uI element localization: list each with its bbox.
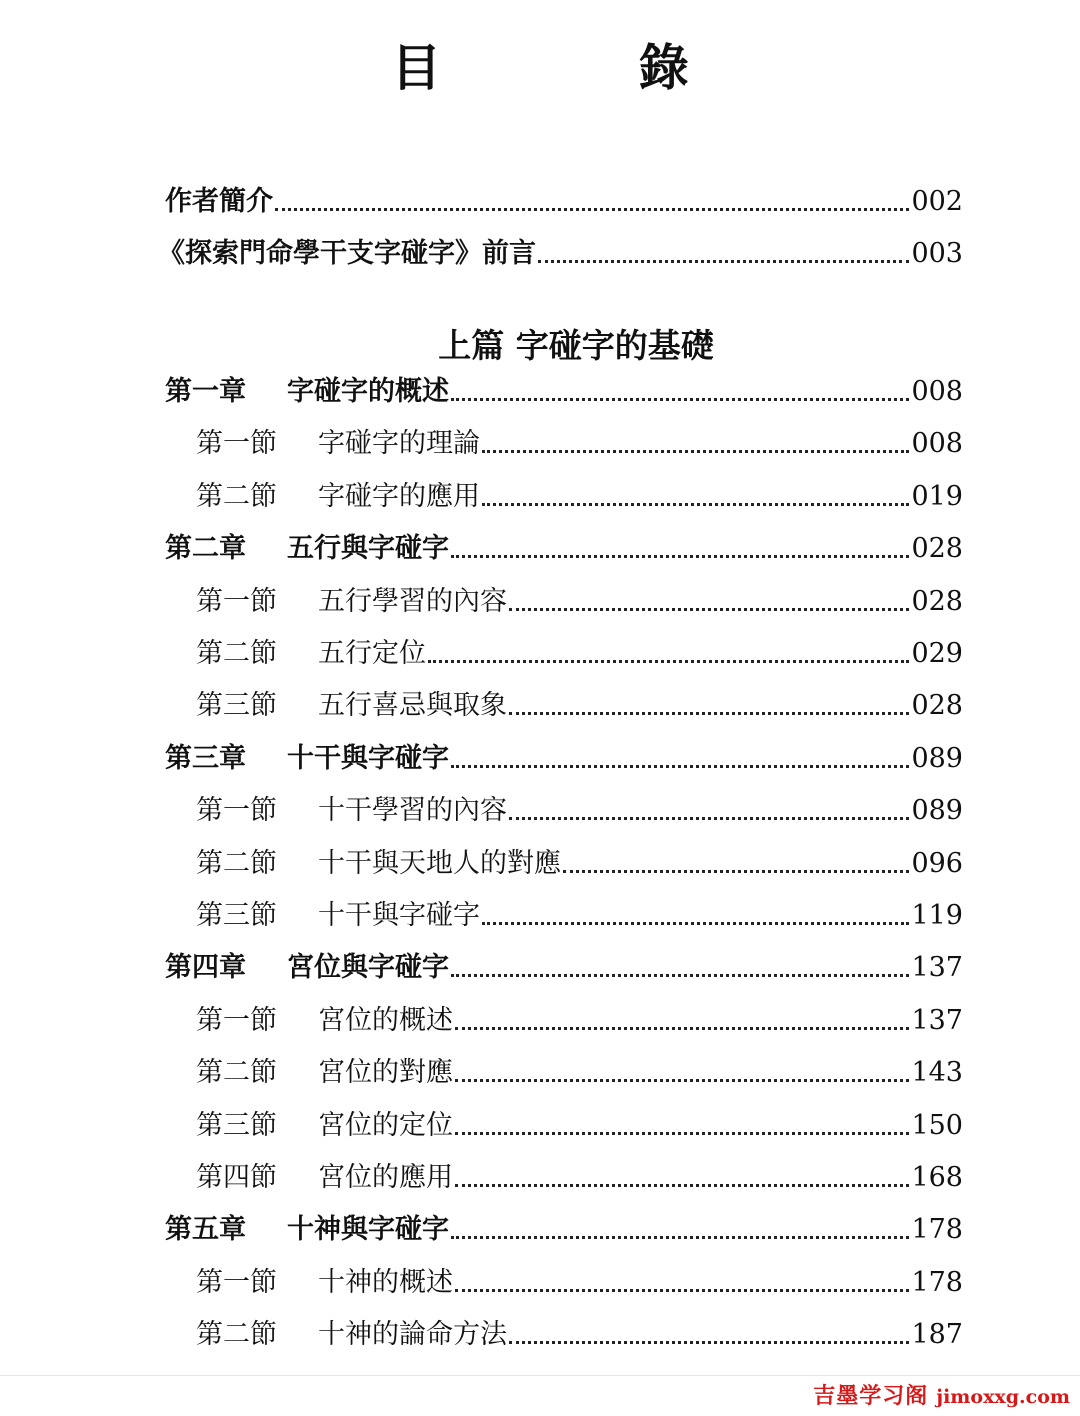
leader-dots (455, 1079, 909, 1082)
page-edge-line (0, 1375, 1080, 1376)
toc-row-section (196, 1259, 963, 1299)
toc-row-front (158, 230, 963, 270)
toc-entry-label: 第一節 (196, 795, 277, 826)
toc-entry-title: 十干與天地人的對應 (318, 848, 561, 879)
leader-dots (455, 1184, 909, 1187)
toc-entry-page: 002 (911, 186, 963, 217)
leader-dots (451, 765, 909, 768)
toc-row-section (196, 473, 963, 513)
toc-row-chapter (165, 944, 963, 984)
toc-entry-title: 十神的概述 (318, 1267, 453, 1298)
toc-entry-page: 019 (911, 481, 963, 512)
toc-row-chapter (165, 368, 963, 408)
toc-entry-title: 十干與字碰字 (287, 743, 449, 774)
watermark (813, 1379, 1070, 1410)
watermark-text-cn: 吉墨学习阁 (813, 1384, 929, 1409)
toc-entry-page: 029 (911, 638, 963, 669)
toc-entry-title: 字碰字的應用 (318, 481, 480, 512)
toc-entry-label: 第二節 (196, 481, 277, 512)
toc-entry-title: 字碰字的理論 (318, 428, 480, 459)
toc-entry-page: 028 (911, 533, 963, 564)
toc-entry-page: 028 (911, 586, 963, 617)
leader-dots (451, 974, 909, 977)
toc-entry-title: 宮位與字碰字 (287, 952, 449, 983)
toc-entry-label: 第三節 (196, 1110, 277, 1141)
toc-entry-label: 第二節 (196, 848, 277, 879)
watermark-text-en: jimoxxg.com (936, 1386, 1070, 1408)
leader-dots (538, 260, 909, 263)
toc-entry-page: 003 (911, 238, 963, 269)
toc-entry-label: 第一節 (196, 1005, 277, 1036)
toc-entry-title: 十干與字碰字 (318, 900, 480, 931)
toc-entry-page: 028 (911, 690, 963, 721)
toc-row-section (196, 1311, 963, 1351)
toc-row-section (196, 578, 963, 618)
toc-entry-title: 作者簡介 (165, 186, 273, 217)
toc-entry-title: 宮位的對應 (318, 1057, 453, 1088)
toc-entry-page: 137 (911, 952, 963, 983)
toc-entry-page: 178 (911, 1214, 963, 1245)
toc-entry-page: 143 (911, 1057, 963, 1088)
leader-dots (451, 1236, 909, 1239)
toc-entry-label: 第一章 (165, 376, 246, 407)
leader-dots (509, 1341, 909, 1344)
toc-entry-title: 字碰字的概述 (287, 376, 449, 407)
leader-dots (451, 555, 909, 558)
toc-entry-label: 第四章 (165, 952, 246, 983)
leader-dots (455, 1132, 909, 1135)
toc-row-section (196, 420, 963, 460)
toc-entry-label: 第四節 (196, 1162, 277, 1193)
toc-entry-label: 第二節 (196, 638, 277, 669)
leader-dots (509, 608, 909, 611)
toc-entry-page: 008 (911, 376, 963, 407)
toc-row-section (196, 1049, 963, 1089)
toc-entry-title: 五行喜忌與取象 (318, 690, 507, 721)
toc-entry-page: 089 (911, 795, 963, 826)
toc-entry-label: 第三章 (165, 743, 246, 774)
toc-entry-label: 第二節 (196, 1319, 277, 1350)
toc-entry-label: 第三節 (196, 690, 277, 721)
leader-dots (509, 712, 909, 715)
leader-dots (451, 398, 909, 401)
leader-dots (509, 817, 909, 820)
leader-dots (455, 1289, 909, 1292)
toc-row-section (196, 997, 963, 1037)
toc-entry-page: 178 (911, 1267, 963, 1298)
toc-entry-title: 十干學習的內容 (318, 795, 507, 826)
leader-dots (455, 1027, 909, 1030)
toc-row-section (196, 682, 963, 722)
toc-entry-label: 第五章 (165, 1214, 246, 1245)
toc-entry-title: 五行學習的內容 (318, 586, 507, 617)
leader-dots (482, 922, 909, 925)
toc-entry-label: 第二章 (165, 533, 246, 564)
toc-entry-title: 宮位的應用 (318, 1162, 453, 1193)
toc-row-section (196, 892, 963, 932)
toc-row-chapter (165, 1206, 963, 1246)
toc-entry-page: 008 (911, 428, 963, 459)
toc-entry-title: 《探索門命學干支字碰字》前言 (158, 238, 536, 269)
toc-entry-label: 第二節 (196, 1057, 277, 1088)
toc-entry-page: 089 (911, 743, 963, 774)
toc-row-chapter (165, 735, 963, 775)
toc-row-section (196, 1154, 963, 1194)
leader-dots (563, 870, 909, 873)
toc-entry-title: 宮位的定位 (318, 1110, 453, 1141)
toc-entry-title: 十神的論命方法 (318, 1319, 507, 1350)
toc-entry-label: 第一節 (196, 1267, 277, 1298)
toc-entry-title: 五行定位 (318, 638, 426, 669)
toc-entry-page: 150 (911, 1110, 963, 1141)
toc-entry-label: 第一節 (196, 428, 277, 459)
toc-entry-label: 第三節 (196, 900, 277, 931)
toc-entry-title: 宮位的概述 (318, 1005, 453, 1036)
leader-dots (428, 660, 909, 663)
part-heading: 上篇 字碰字的基礎 (438, 326, 714, 365)
toc-row-section (196, 1102, 963, 1142)
toc-entry-label: 第一節 (196, 586, 277, 617)
toc-entry-page: 168 (911, 1162, 963, 1193)
toc-row-front (165, 178, 963, 218)
page-title: 目 錄 (391, 38, 779, 97)
toc-row-chapter (165, 525, 963, 565)
toc-entry-page: 137 (911, 1005, 963, 1036)
toc-entry-page: 119 (911, 900, 963, 931)
toc-entry-title: 十神與字碰字 (287, 1214, 449, 1245)
toc-entry-title: 五行與字碰字 (287, 533, 449, 564)
toc-entry-page: 187 (911, 1319, 963, 1350)
leader-dots (482, 450, 909, 453)
toc-entry-page: 096 (911, 848, 963, 879)
toc-row-section (196, 787, 963, 827)
leader-dots (275, 208, 909, 211)
toc-row-section (196, 630, 963, 670)
leader-dots (482, 503, 909, 506)
toc-row-section (196, 840, 963, 880)
